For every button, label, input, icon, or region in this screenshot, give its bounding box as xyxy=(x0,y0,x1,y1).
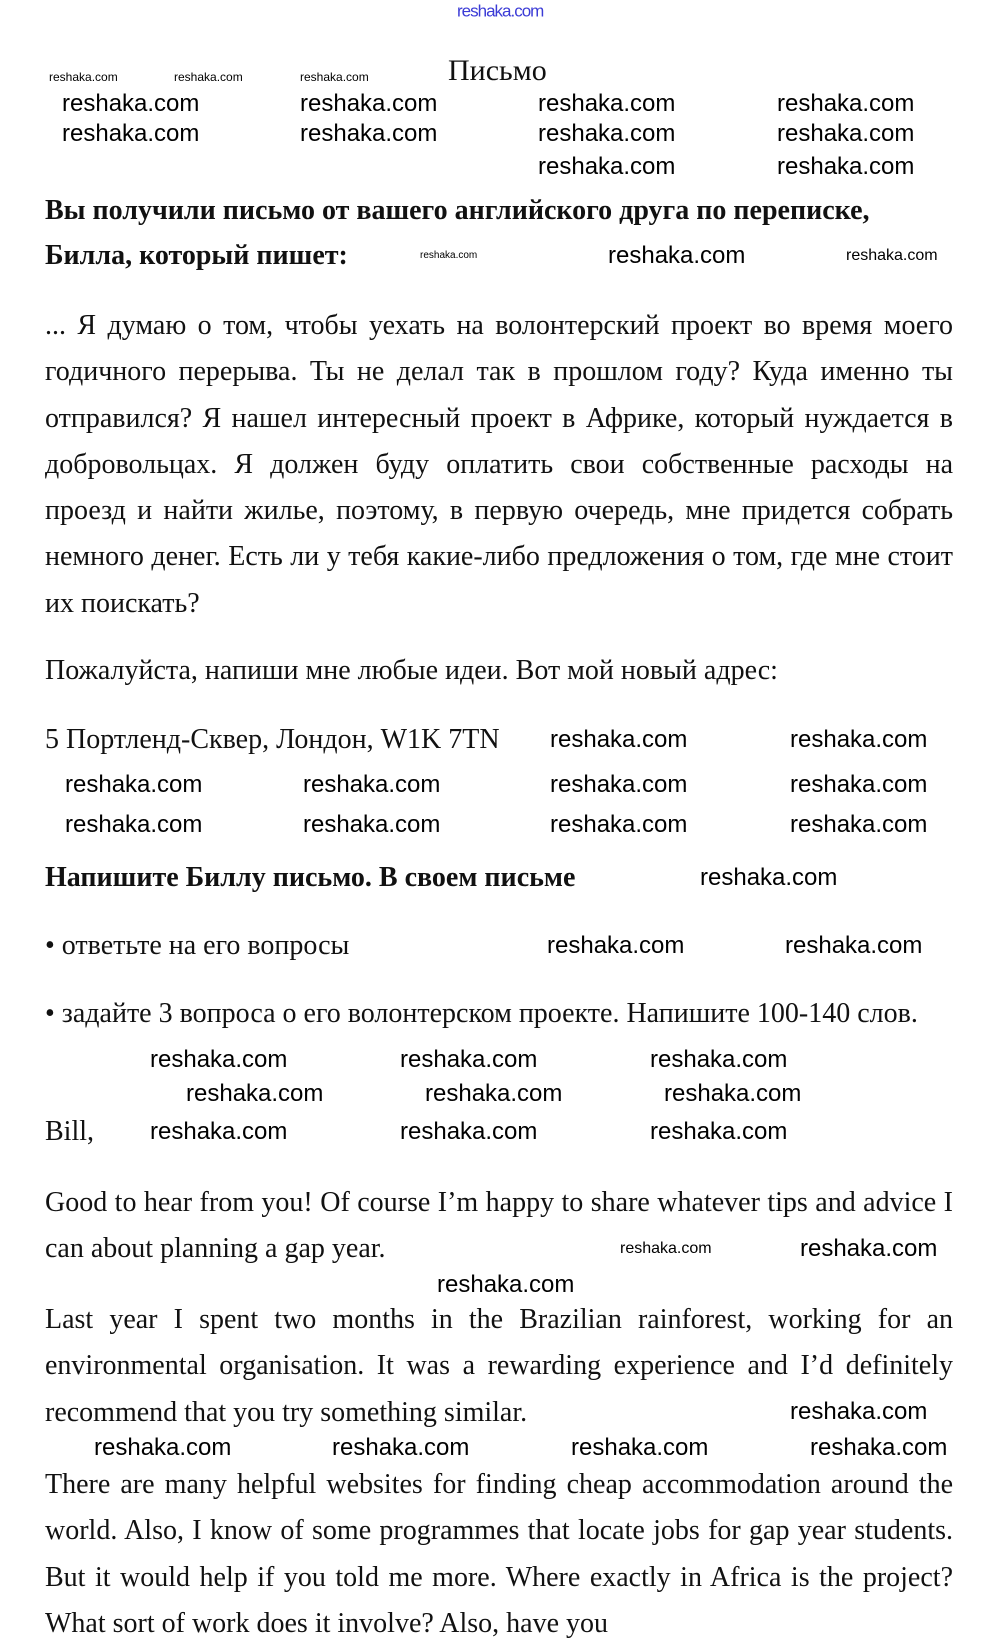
watermark: reshaka.com xyxy=(400,1046,538,1073)
watermark: reshaka.com xyxy=(457,1,544,21)
friend-letter-body: ... Я думаю о том, чтобы уехать на волонтерский проект во время моего годичного перерыва. Ты не делал так в прошлом году? Куда именно ты отправился? Я нашел интересный проект в Африке, который нуждается в добровольцах. Я должен буду оплатить свои собственные расходы на проезд и найти жилье, поэтому, в первую очередь, мне придется собрать немного денег. Есть ли у тебя какие-либо предложения о том, где мне стоит их поискать? xyxy=(45,310,953,619)
watermark: reshaka.com xyxy=(650,1118,788,1145)
watermark: reshaka.com xyxy=(400,1118,538,1145)
task-intro xyxy=(45,188,953,278)
watermark: reshaka.com xyxy=(810,1434,948,1461)
watermark: reshaka.com xyxy=(174,70,243,84)
watermark: reshaka.com xyxy=(538,120,676,147)
watermark: reshaka.com xyxy=(790,1398,928,1425)
watermark: reshaka.com xyxy=(777,120,915,147)
watermark: reshaka.com xyxy=(547,932,685,959)
watermark: reshaka.com xyxy=(300,70,369,84)
watermark: reshaka.com xyxy=(65,811,203,838)
watermark: reshaka.com xyxy=(150,1046,288,1073)
watermark: reshaka.com xyxy=(538,90,676,117)
watermark: reshaka.com xyxy=(550,726,688,753)
watermark: reshaka.com xyxy=(62,120,200,147)
answer-paragraph-3: There are many helpful websites for finding cheap accommodation around the world. Also, I know of some programmes that locate jobs for gap year students. But it would help if you told me more. Where exactly in Africa is the project? What sort of work does it involve? Also, have you xyxy=(45,1469,953,1639)
watermark: reshaka.com xyxy=(332,1434,470,1461)
watermark: reshaka.com xyxy=(785,932,923,959)
watermark: reshaka.com xyxy=(800,1235,938,1262)
watermark: reshaka.com xyxy=(790,771,928,798)
watermark: reshaka.com xyxy=(650,1046,788,1073)
watermark: reshaka.com xyxy=(777,153,915,180)
watermark: reshaka.com xyxy=(94,1434,232,1461)
task-heading: Напишите Биллу письмо. В своем письме xyxy=(45,862,576,893)
watermark: reshaka.com xyxy=(300,120,438,147)
watermark: reshaka.com xyxy=(49,70,118,84)
answer-paragraph-2: Last year I spent two months in the Brazilian rainforest, working for an environmental organisation. It was a rewarding experience and I’d definitely recommend that you try something similar. xyxy=(45,1304,953,1428)
watermark: reshaka.com xyxy=(700,864,838,891)
answer-greeting: Bill, xyxy=(45,1116,95,1147)
watermark: reshaka.com xyxy=(186,1080,324,1107)
task-intro-line1: Вы получили письмо от вашего английского друга по переписке, xyxy=(45,195,870,226)
watermark: reshaka.com xyxy=(303,771,441,798)
watermark: reshaka.com xyxy=(571,1434,709,1461)
watermark: reshaka.com xyxy=(303,811,441,838)
watermark: reshaka.com xyxy=(550,811,688,838)
watermark: reshaka.com xyxy=(777,90,915,117)
watermark: reshaka.com xyxy=(150,1118,288,1145)
watermark: reshaka.com xyxy=(62,90,200,117)
watermark: reshaka.com xyxy=(846,247,938,264)
watermark: reshaka.com xyxy=(420,250,478,261)
task-intro-line2: Билла, который пишет: xyxy=(45,240,348,271)
friend-address: 5 Портленд-Сквер, Лондон, W1K 7TN xyxy=(45,724,500,755)
watermark: reshaka.com xyxy=(538,153,676,180)
watermark: reshaka.com xyxy=(437,1271,575,1298)
task-bullet-2: • задайте 3 вопроса о его волонтерском проекте. Напишите 100-140 слов. xyxy=(45,998,918,1029)
watermark: reshaka.com xyxy=(790,726,928,753)
page-title: Письмо xyxy=(448,54,547,87)
friend-letter-request: Пожалуйста, напиши мне любые идеи. Вот мой новый адрес: xyxy=(45,655,778,686)
watermark: reshaka.com xyxy=(550,771,688,798)
watermark: reshaka.com xyxy=(300,90,438,117)
watermark: reshaka.com xyxy=(620,1240,712,1257)
watermark: reshaka.com xyxy=(664,1080,802,1107)
watermark: reshaka.com xyxy=(65,771,203,798)
watermark: reshaka.com xyxy=(790,811,928,838)
task-bullet-1: • ответьте на его вопросы xyxy=(45,930,350,961)
answer-paragraph-1: Good to hear from you! Of course I’m happy to share whatever tips and advice I can about planning a gap year. xyxy=(45,1187,953,1265)
watermark: reshaka.com xyxy=(425,1080,563,1107)
watermark: reshaka.com xyxy=(608,242,746,269)
